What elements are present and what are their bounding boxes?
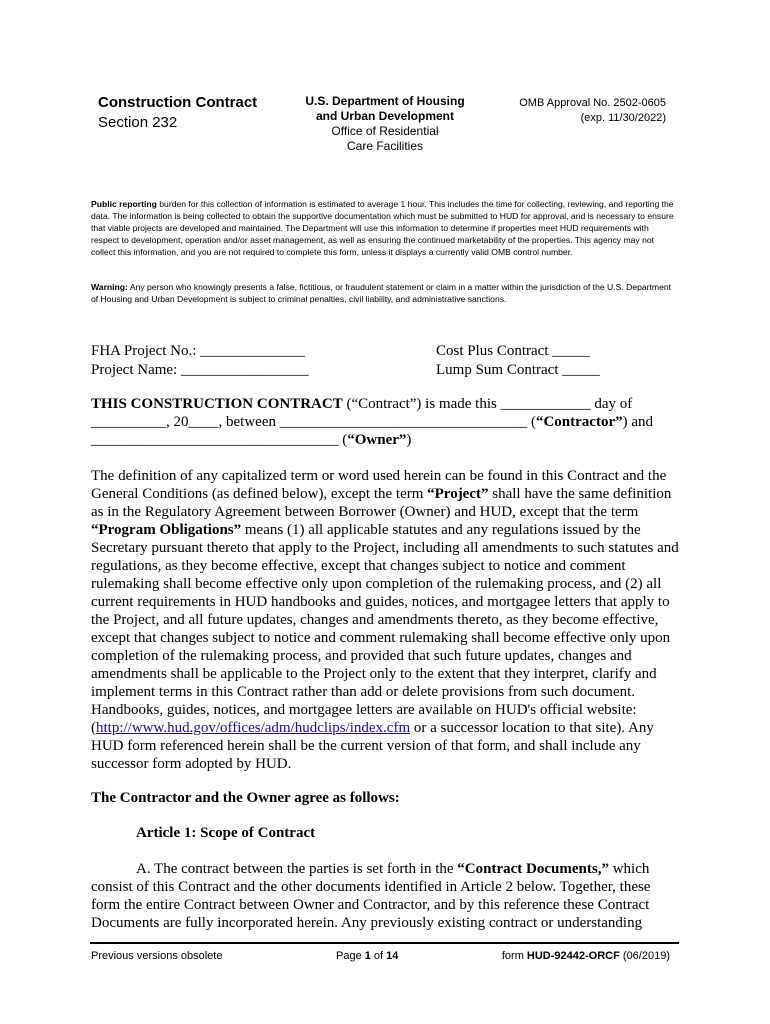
definitions-paragraph [91,467,681,773]
public-reporting-label: Public reporting [91,199,157,209]
definition-text-4: or a successor location to that site). Any HUD form referenced herein shall be the current version of that form, and shall include any successor form adopted by HUD. [91,720,654,772]
fha-project-number: FHA Project No.: ______________ [91,343,306,359]
public-reporting-notice [91,198,679,258]
opening-text-2: ) and _________________________________ ( [91,414,654,448]
agency-block [290,94,480,154]
project-name: Project Name: _________________ [91,362,309,378]
opening-text-1: (“Contract”) is made this ____________ day of __________, 20____, between _________________________________ ( [91,396,633,430]
opening-text-3: ) [406,432,412,448]
article-1-paragraph-a [91,860,681,932]
definition-text-2: shall have the same definition as in the Regulatory Agreement between Borrower (Owner) and HUD, except that the term [91,486,672,520]
page-of: of [370,950,387,962]
footer-previous-versions: Previous versions obsolete [91,950,223,962]
footer-rule [90,942,679,944]
omb-approval: OMB Approval No. 2502-0605 [519,97,666,109]
form-date: (06/2019) [619,950,670,962]
opening-paragraph [91,395,681,449]
lump-sum-contract: Lump Sum Contract _____ [436,362,600,378]
contractor-term: “Contractor” [535,414,623,430]
warning-label: Warning: [91,282,128,292]
project-identifiers [91,342,308,380]
page-current: 1 [364,950,371,962]
definition-text-3: means (1) all applicable statutes and any regulations issued by the Secretary pursuant thereto that apply to the Project, including all amendments to such statutes and regulations, as they become effective, except that changes subject to notice and comment rulemaking shall become effective only upon completion of the rulemaking process, and (2) all current requirements in HUD handbooks and guides, notices, and mortgagee letters that apply to the Project, and all future updates, changes and amendments thereto, as they become effective, except that changes subject to notice and comment rulemaking shall become effective only upon completion of the rulemaking process, and provided that such future updates, changes and amendments shall be applicable to the Project only to the extent that they interpret, clarify and implement terms in this Contract rather than add or delete provisions from such document. Handbooks, guides, notices, and mortgagee letters are available on HUD's official website: ( [91,522,679,736]
form-number: HUD-92442-ORCF [526,950,620,962]
public-reporting-text: burden for this collection of information is estimated to average 1 hour. This includes the time for collecting, reviewing, and reporting the data. The information is being collected to obtain the supportive documentation which must be submitted to HUD for approval, and is necessary to ensure that viable projects are developed and maintained. The Department will use this information to determine if properties meet HUD requirements with respect to development, operation and/or asset management, as well as ensuring the continued marketability of the properties. This agency may not collect this information, and you are not required to complete this form, unless it displays a currently valid OMB control number. [91,199,674,257]
article-1-a-text-2: which consist of this Contract and the other documents identified in Article 2 below. Together, these form the entire Contract between Owner and Contractor, and by this reference these Contract Documents are fully incorporated herein. Any previously existing contract or understanding [91,861,651,931]
program-obligations-term: “Program Obligations” [91,522,242,538]
page-total: 14 [386,950,399,962]
contract-title: THIS CONSTRUCTION CONTRACT [91,396,343,412]
article-1-heading: Article 1: Scope of Contract [136,825,316,841]
article-1-a-text-1: A. The contract between the parties is set forth in the [136,861,458,877]
office-line-1: Office of Residential [331,124,439,138]
warning-text: Any person who knowingly presents a false, fictitious, or fraudulent statement or claim in a matter within the jurisdiction of the U.S. Department of Housing and Urban Development is subject to criminal penalties, civil liability, and administrative sanctions. [91,282,672,304]
cost-plus-contract: Cost Plus Contract _____ [436,343,590,359]
hudclips-link[interactable]: http://www.hud.gov/offices/adm/hudclips/index.cfm [96,720,411,736]
omb-expiration: (exp. 11/30/2022) [580,112,666,124]
form-section: Section 232 [98,114,178,131]
page-label: Page [336,950,365,962]
agency-line-2: and Urban Development [315,109,455,123]
contract-documents-term: “Contract Documents,” [457,861,609,877]
warning-notice [91,281,679,305]
agreement-heading: The Contractor and the Owner agree as follows: [91,790,400,806]
form-title-block [98,93,257,133]
office-line-2: Care Facilities [346,139,424,153]
form-number-footer [498,950,670,962]
owner-term: “Owner” [347,432,407,448]
form-prefix: form [501,950,527,962]
contract-type [436,342,600,380]
omb-block [500,96,666,126]
definition-text-1: The definition of any capitalized term or word used herein can be found in this Contract and the General Conditions (as defined below), except the term [91,468,667,502]
project-term: “Project” [427,486,489,502]
form-title: Construction Contract [98,94,258,111]
agency-line-1: U.S. Department of Housing [305,94,465,108]
page-number [336,950,398,962]
